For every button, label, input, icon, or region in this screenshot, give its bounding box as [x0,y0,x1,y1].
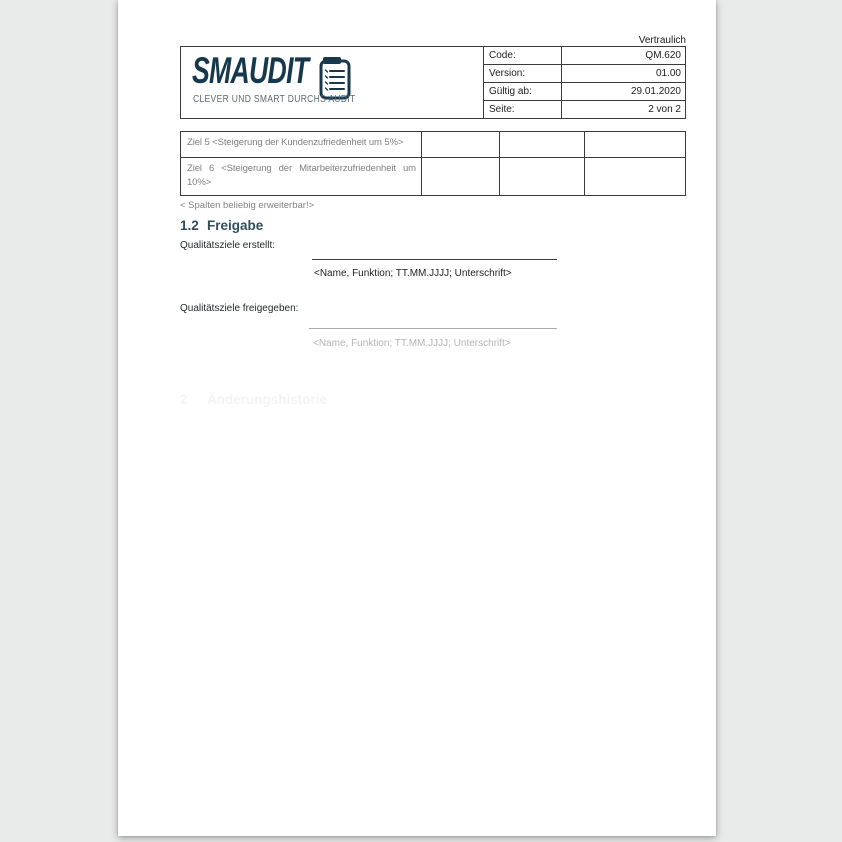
signature-placeholder-created: <Name, Funktion; TT.MM.JJJJ; Unterschrift> [314,268,512,279]
logo [181,47,483,118]
goal-cell-empty [585,158,685,195]
meta-label: Code: [484,47,562,64]
ghost-heading-aenderungshistorie [180,392,327,407]
meta-value: QM.620 [645,50,681,61]
signature-line-created [312,259,557,260]
confidential-label: Vertraulich [638,35,686,46]
logo-tagline: CLEVER UND SMART DURCHS AUDIT [193,94,356,105]
section-title: Freigabe [207,218,264,233]
table-row [181,158,685,195]
meta-row-valid-from [484,83,685,101]
goal-label: Ziel 6 <Steigerung der Mitarbeiterzufriedenheit um 10%> [181,158,422,195]
table-row [181,132,685,158]
goal-cell-empty [500,158,585,195]
meta-value: 01.00 [655,68,681,79]
section-heading-freigabe [180,218,263,233]
ghost-section-title: Änderungshistorie [207,392,328,407]
ghost-section-number: 2 [180,392,188,407]
meta-label: Version: [484,65,562,82]
meta-value: 29.01.2020 [630,86,681,97]
document-meta-table [483,47,685,118]
signature-placeholder-approved: <Name, Funktion; TT.MM.JJJJ; Unterschrift> [313,338,511,349]
document-page [118,0,716,836]
signoff-label-approved: Qualitätsziele freigegeben: [180,303,299,314]
meta-value: 2 von 2 [648,104,681,115]
meta-row-page [484,101,685,118]
document-header-table [180,46,686,119]
meta-row-code [484,47,685,65]
meta-row-version [484,65,685,83]
goal-cell-empty [422,132,500,157]
meta-label: Seite: [484,101,562,118]
logo-wordmark: SMAUDIT [192,50,309,91]
goal-cell-empty [585,132,685,157]
meta-label: Gültig ab: [484,83,562,100]
goal-cell-empty [422,158,500,195]
goal-cell-empty [500,132,585,157]
signature-line-approved [309,328,557,329]
section-number: 1.2 [180,218,199,233]
goal-label: Ziel 5 <Steigerung der Kundenzufriedenheit um 5%> [181,132,422,157]
table-expandable-note: < Spalten beliebig erweiterbar!> [180,200,315,211]
quality-goals-table [180,131,686,196]
signoff-label-created: Qualitätsziele erstellt: [180,240,276,251]
